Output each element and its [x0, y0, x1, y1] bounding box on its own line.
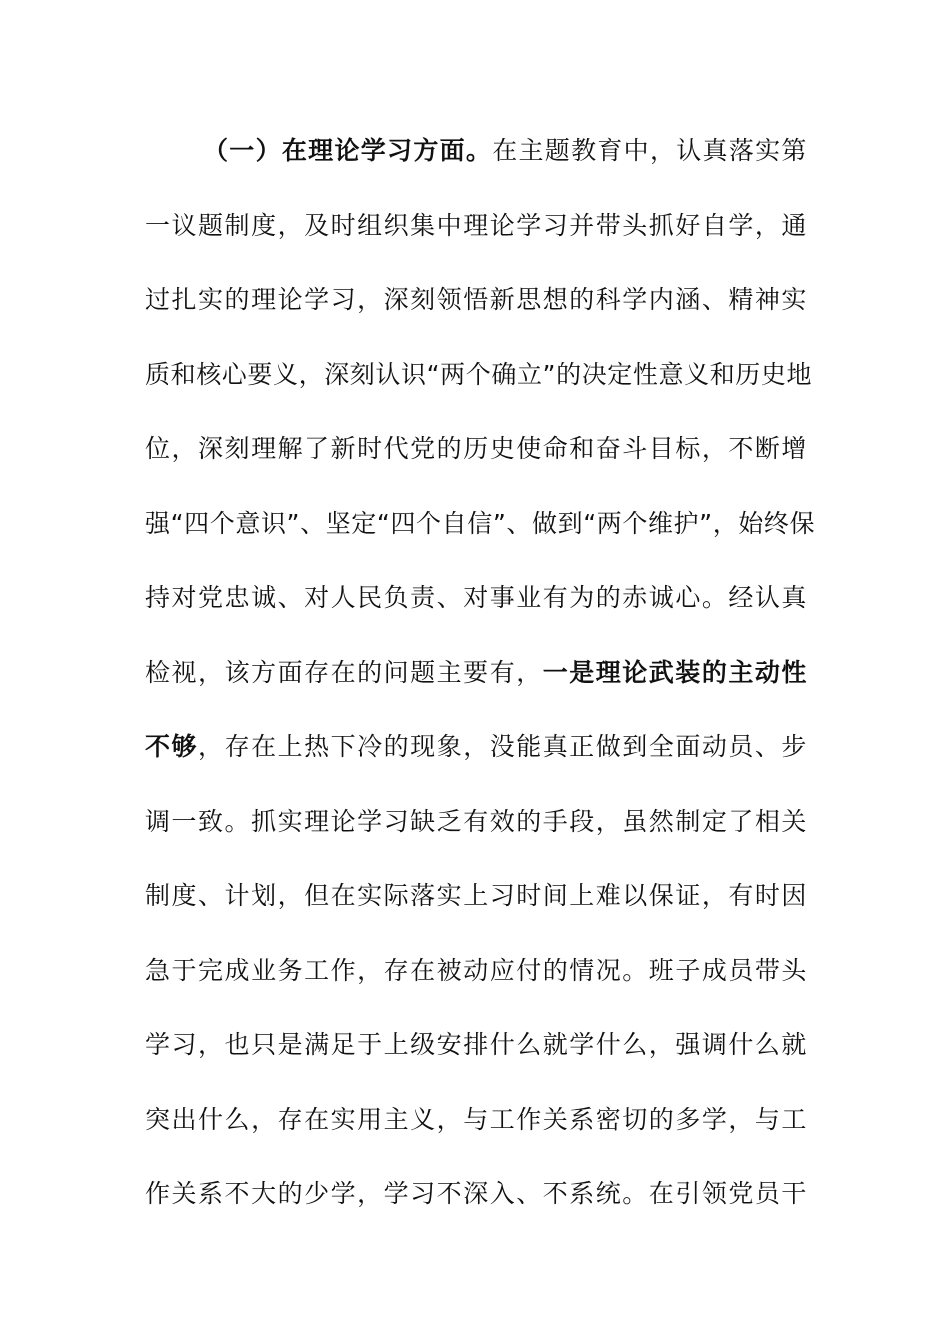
paragraph-line	[145, 189, 807, 264]
line-text: 位，深刻理解了新时代党的历史使命和奋斗目标，不断增	[145, 434, 807, 463]
paragraph-line	[145, 487, 816, 562]
paragraph-line	[145, 338, 813, 413]
emphasis-text: 不够	[145, 732, 199, 761]
line-text: 强“四个意识”、坚定“四个自信”、做到“两个维护”，始终保	[145, 508, 816, 538]
paragraph-line	[145, 1157, 807, 1232]
paragraph-line	[145, 412, 807, 487]
line-text: 检视，该方面存在的问题主要有，	[145, 657, 543, 687]
line-text: 过扎实的理论学习，深刻领悟新思想的科学内涵、精神实	[145, 285, 807, 314]
line-text: 学习，也只是满足于上级安排什么就学什么，强调什么就	[145, 1030, 807, 1059]
paragraph-line	[145, 1008, 807, 1083]
paragraph-line	[145, 710, 807, 785]
line-text: 一议题制度，及时组织集中理论学习并带头抓好自学，通	[145, 210, 807, 240]
line-text: 急于完成业务工作，存在被动应付的情况。班子成员带头	[145, 955, 807, 985]
paragraph-line	[145, 263, 807, 338]
line-text: 作关系不大的少学，学习不深入、不系统。在引领党员干	[145, 1179, 807, 1208]
body-paragraph	[145, 114, 816, 1232]
line-text: 在主题教育中，认真落实第	[492, 136, 807, 165]
paragraph-line	[145, 1083, 807, 1158]
line-text: 持对党忠诚、对人民负责、对事业有为的赤诚心。经认真	[145, 583, 807, 612]
paragraph-line	[145, 114, 807, 189]
paragraph-line	[145, 561, 807, 636]
paragraph-line	[145, 636, 807, 711]
paragraph-line	[145, 785, 807, 860]
paragraph-line	[145, 934, 807, 1009]
emphasis-text: 一是理论武装的主动性	[542, 657, 807, 687]
paragraph-line	[145, 859, 807, 934]
line-text: 调一致。抓实理论学习缺乏有效的手段，虽然制定了相关	[145, 806, 807, 836]
line-text: 制度、计划，但在实际落实上习时间上难以保证，有时因	[145, 881, 807, 910]
line-text: 突出什么，存在实用主义，与工作关系密切的多学，与工	[145, 1104, 807, 1134]
line-text: 质和核心要义，深刻认识“两个确立”的决定性意义和历史地	[145, 359, 813, 389]
line-text: ，存在上热下冷的现象，没能真正做到全面动员、步	[198, 732, 808, 761]
section-heading: （一）在理论学习方面。	[203, 136, 493, 165]
